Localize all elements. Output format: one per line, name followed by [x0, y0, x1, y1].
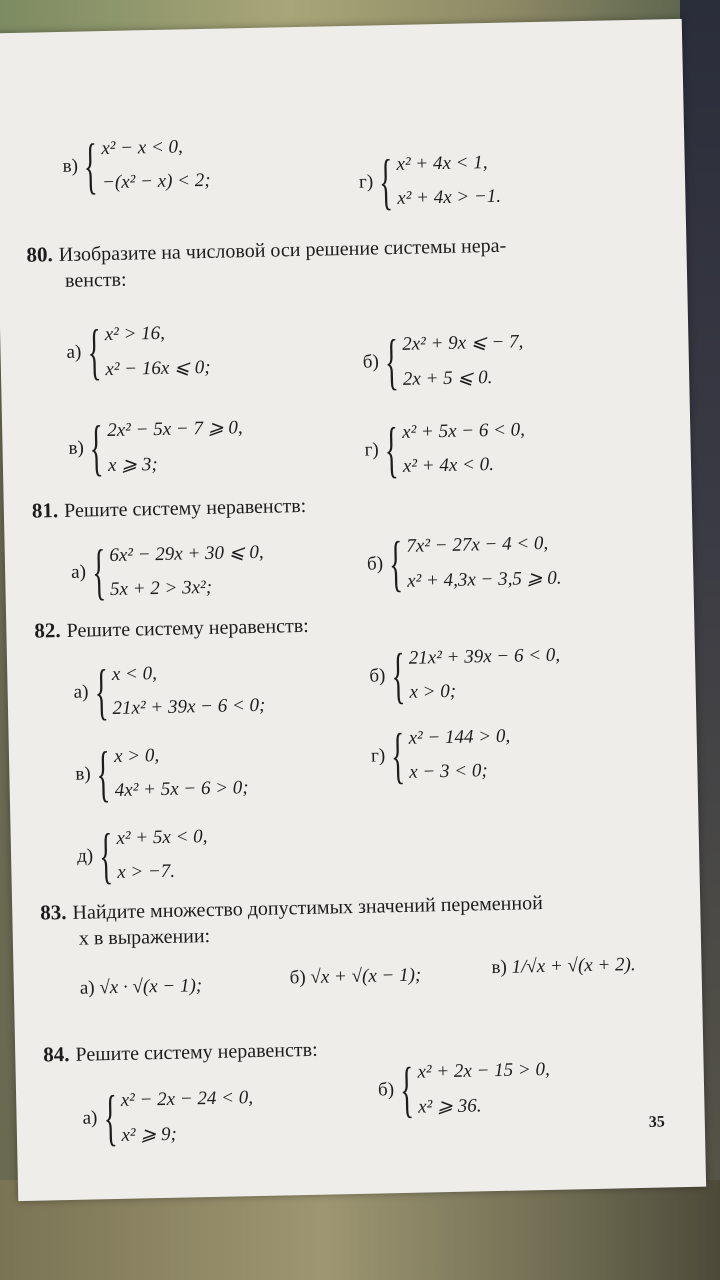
- inequality: 6x² − 29x + 30 ⩽ 0,: [109, 541, 264, 566]
- exercise-number: 81.: [31, 498, 59, 523]
- inequality: 4x² + 5x − 6 > 0;: [114, 777, 249, 801]
- item-label: б): [377, 1079, 395, 1101]
- inequality: x² − 144 > 0,: [408, 725, 511, 749]
- inequality: x² + 4x < 0.: [402, 453, 495, 477]
- ex80-a: а) { x² > 16, x² − 16x ⩽ 0;: [66, 318, 211, 387]
- ex80-heading-cont: [65, 269, 127, 293]
- item-label: а): [73, 681, 89, 703]
- item-label: а): [66, 341, 82, 363]
- ex83-a: [80, 975, 203, 1000]
- item-label: а): [70, 561, 87, 583]
- ex84-b: б) { x² + 2x − 15 > 0, x² ⩾ 36.: [377, 1055, 550, 1125]
- exercise-title: Решите систему неравенств:: [75, 1038, 318, 1066]
- inequality: 5x + 2 > 3x²;: [109, 576, 213, 600]
- exercise-title-cont: x в выражении:: [78, 925, 211, 950]
- expression: 1/√x + √(x + 2).: [511, 954, 636, 978]
- ex81-a: а) { 6x² − 29x + 30 ⩽ 0, 5x + 2 > 3x²;: [70, 538, 264, 607]
- ex80-g: г) { x² + 5x − 6 < 0, x² + 4x < 0.: [364, 415, 526, 485]
- ex82-heading: [34, 613, 309, 644]
- item-label: г): [370, 745, 386, 767]
- inequality: x² + 4x > −1.: [397, 185, 502, 209]
- exercise-title-cont: венств:: [64, 268, 127, 292]
- ex82-v: в) { x > 0, 4x² + 5x − 6 > 0;: [75, 740, 249, 809]
- item-label: д): [76, 845, 94, 867]
- ex82-b: б) { 21x² + 39x − 6 < 0, x > 0;: [369, 641, 561, 711]
- inequality: 2x² − 5x − 7 ⩾ 0,: [107, 417, 243, 442]
- exercise-title: Найдите множество допустимых значений переменной: [72, 892, 544, 924]
- item-label: а): [82, 1107, 98, 1129]
- inequality: x > 0;: [409, 680, 457, 703]
- exercise-number: 84.: [42, 1041, 70, 1067]
- ex81-heading: [32, 493, 307, 524]
- item-label: г): [358, 171, 374, 193]
- item-label: в): [491, 956, 508, 979]
- ex80-b: б) { 2x² + 9x ⩽ − 7, 2x + 5 ⩽ 0.: [362, 327, 524, 397]
- inequality: x² > 16,: [104, 322, 166, 345]
- exercise-number: 83.: [40, 900, 67, 925]
- inequality: x² + 4,3x − 3,5 ⩾ 0.: [406, 567, 562, 592]
- textbook-page: [0, 19, 706, 1201]
- exercise-number: 80.: [26, 242, 53, 267]
- item-label: б): [289, 967, 306, 989]
- inequality: x > −7.: [116, 860, 176, 883]
- inequality: x² ⩾ 36.: [417, 1094, 482, 1118]
- page-number: 35: [648, 1113, 665, 1131]
- ex83-v: [491, 954, 636, 979]
- inequality: 21x² + 39x − 6 < 0,: [408, 644, 561, 669]
- inequality: 21x² + 39x − 6 < 0;: [112, 694, 266, 719]
- inequality: x² − 16x ⩽ 0;: [105, 356, 211, 380]
- exercise-title: Решите систему неравенств:: [63, 494, 307, 522]
- inequality: x² + 5x < 0,: [116, 826, 208, 849]
- inequality: 2x² + 9x ⩽ − 7,: [401, 331, 524, 355]
- inequality: x² ⩾ 9;: [121, 1123, 178, 1146]
- exercise-number: 82.: [34, 618, 61, 643]
- inequality: x > 0,: [113, 745, 160, 767]
- item-label: б): [362, 351, 380, 373]
- inequality: x² − x < 0,: [101, 136, 184, 160]
- ex83-heading-cont: [79, 925, 211, 951]
- item-label: в): [68, 437, 85, 459]
- item-label: б): [366, 553, 384, 575]
- ex79-g: г) { x² + 4x < 1, x² + 4x > −1.: [358, 148, 502, 217]
- item-label: в): [62, 155, 79, 177]
- ex84-heading: [43, 1037, 318, 1068]
- ex82-g: г) { x² − 144 > 0, x − 3 < 0;: [370, 721, 511, 791]
- inequality: x² − 2x − 24 < 0,: [120, 1086, 254, 1111]
- item-label: г): [364, 439, 379, 461]
- ex82-a: а) { x < 0, 21x² + 39x − 6 < 0;: [73, 658, 266, 727]
- item-label: б): [369, 665, 386, 687]
- ex80-heading: [26, 233, 506, 268]
- inequality: −(x² − x) < 2;: [101, 169, 211, 194]
- exercise-title: Решите систему неравенств:: [66, 614, 309, 642]
- item-label: в): [75, 763, 91, 785]
- inequality: x ⩾ 3;: [107, 453, 158, 477]
- item-label: а): [79, 977, 95, 999]
- inequality: 7x² − 27x − 4 < 0,: [406, 532, 549, 557]
- inequality: x² + 5x − 6 < 0,: [401, 419, 526, 443]
- ex83-heading: [40, 890, 543, 926]
- expression: √x + √(x − 1);: [310, 964, 422, 988]
- inequality: 2x + 5 ⩽ 0.: [402, 366, 493, 390]
- ex81-b: б) { 7x² − 27x − 4 < 0, x² + 4,3x − 3,5 ⩾ 0.: [366, 529, 562, 599]
- inequality: x² + 2x − 15 > 0,: [417, 1058, 550, 1083]
- inequality: x² + 4x < 1,: [396, 152, 488, 175]
- ex84-a: а) { x² − 2x − 24 < 0, x² ⩾ 9;: [82, 1083, 254, 1153]
- expression: √x · √(x − 1);: [99, 975, 203, 999]
- ex80-v: в) { 2x² − 5x − 7 ⩾ 0, x ⩾ 3;: [68, 414, 243, 483]
- ex79-v: в) { x² − x < 0, −(x² − x) < 2;: [62, 132, 211, 201]
- ex82-d: д) { x² + 5x < 0, x > −7.: [76, 822, 208, 891]
- inequality: x < 0,: [111, 663, 158, 685]
- inequality: x − 3 < 0;: [409, 760, 488, 783]
- exercise-title: Изобразите на числовой оси решение системы нера-: [58, 234, 507, 267]
- ex83-b: [289, 965, 421, 990]
